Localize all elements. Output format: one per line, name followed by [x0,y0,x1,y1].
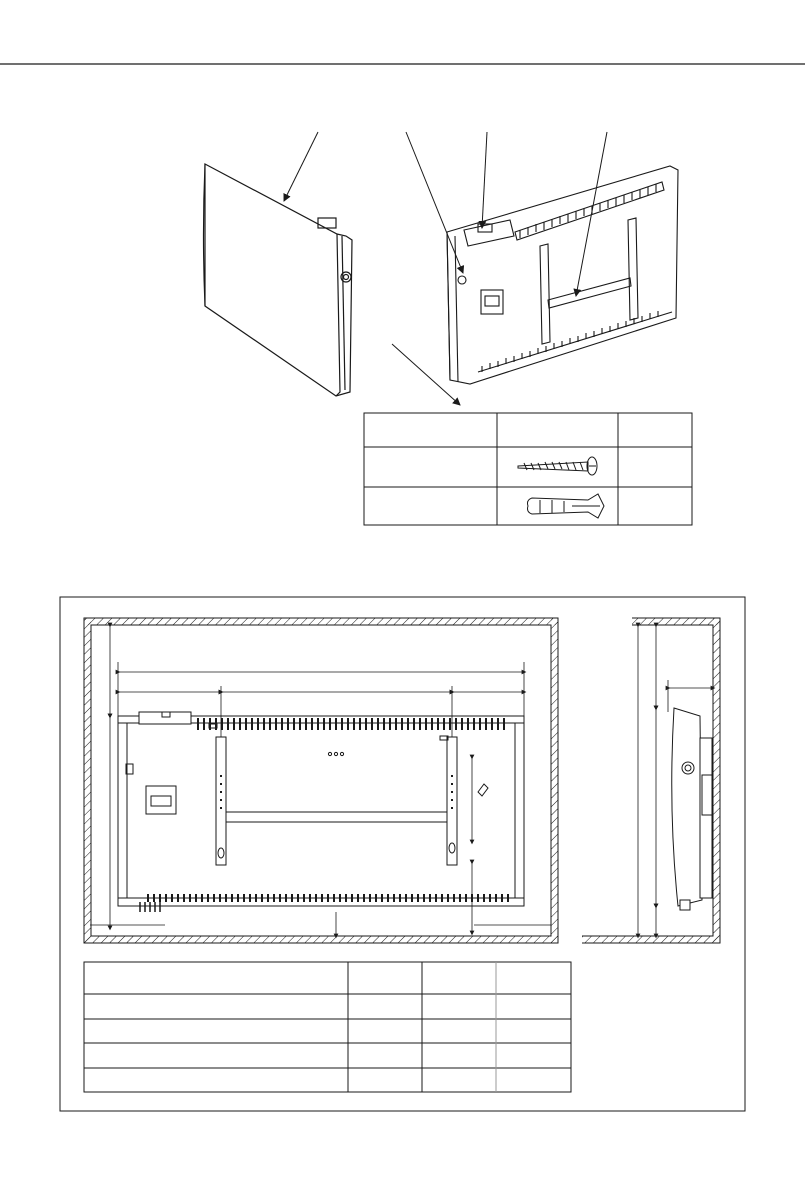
screw-icon [518,457,597,475]
dimensions-table [84,962,571,1092]
wall-plug-icon [528,494,605,518]
heater-front-panel-icon [204,164,353,396]
heater-front-elevation [118,712,524,912]
heater-side-elevation [672,708,712,910]
heater-back-panel-icon [447,166,678,384]
